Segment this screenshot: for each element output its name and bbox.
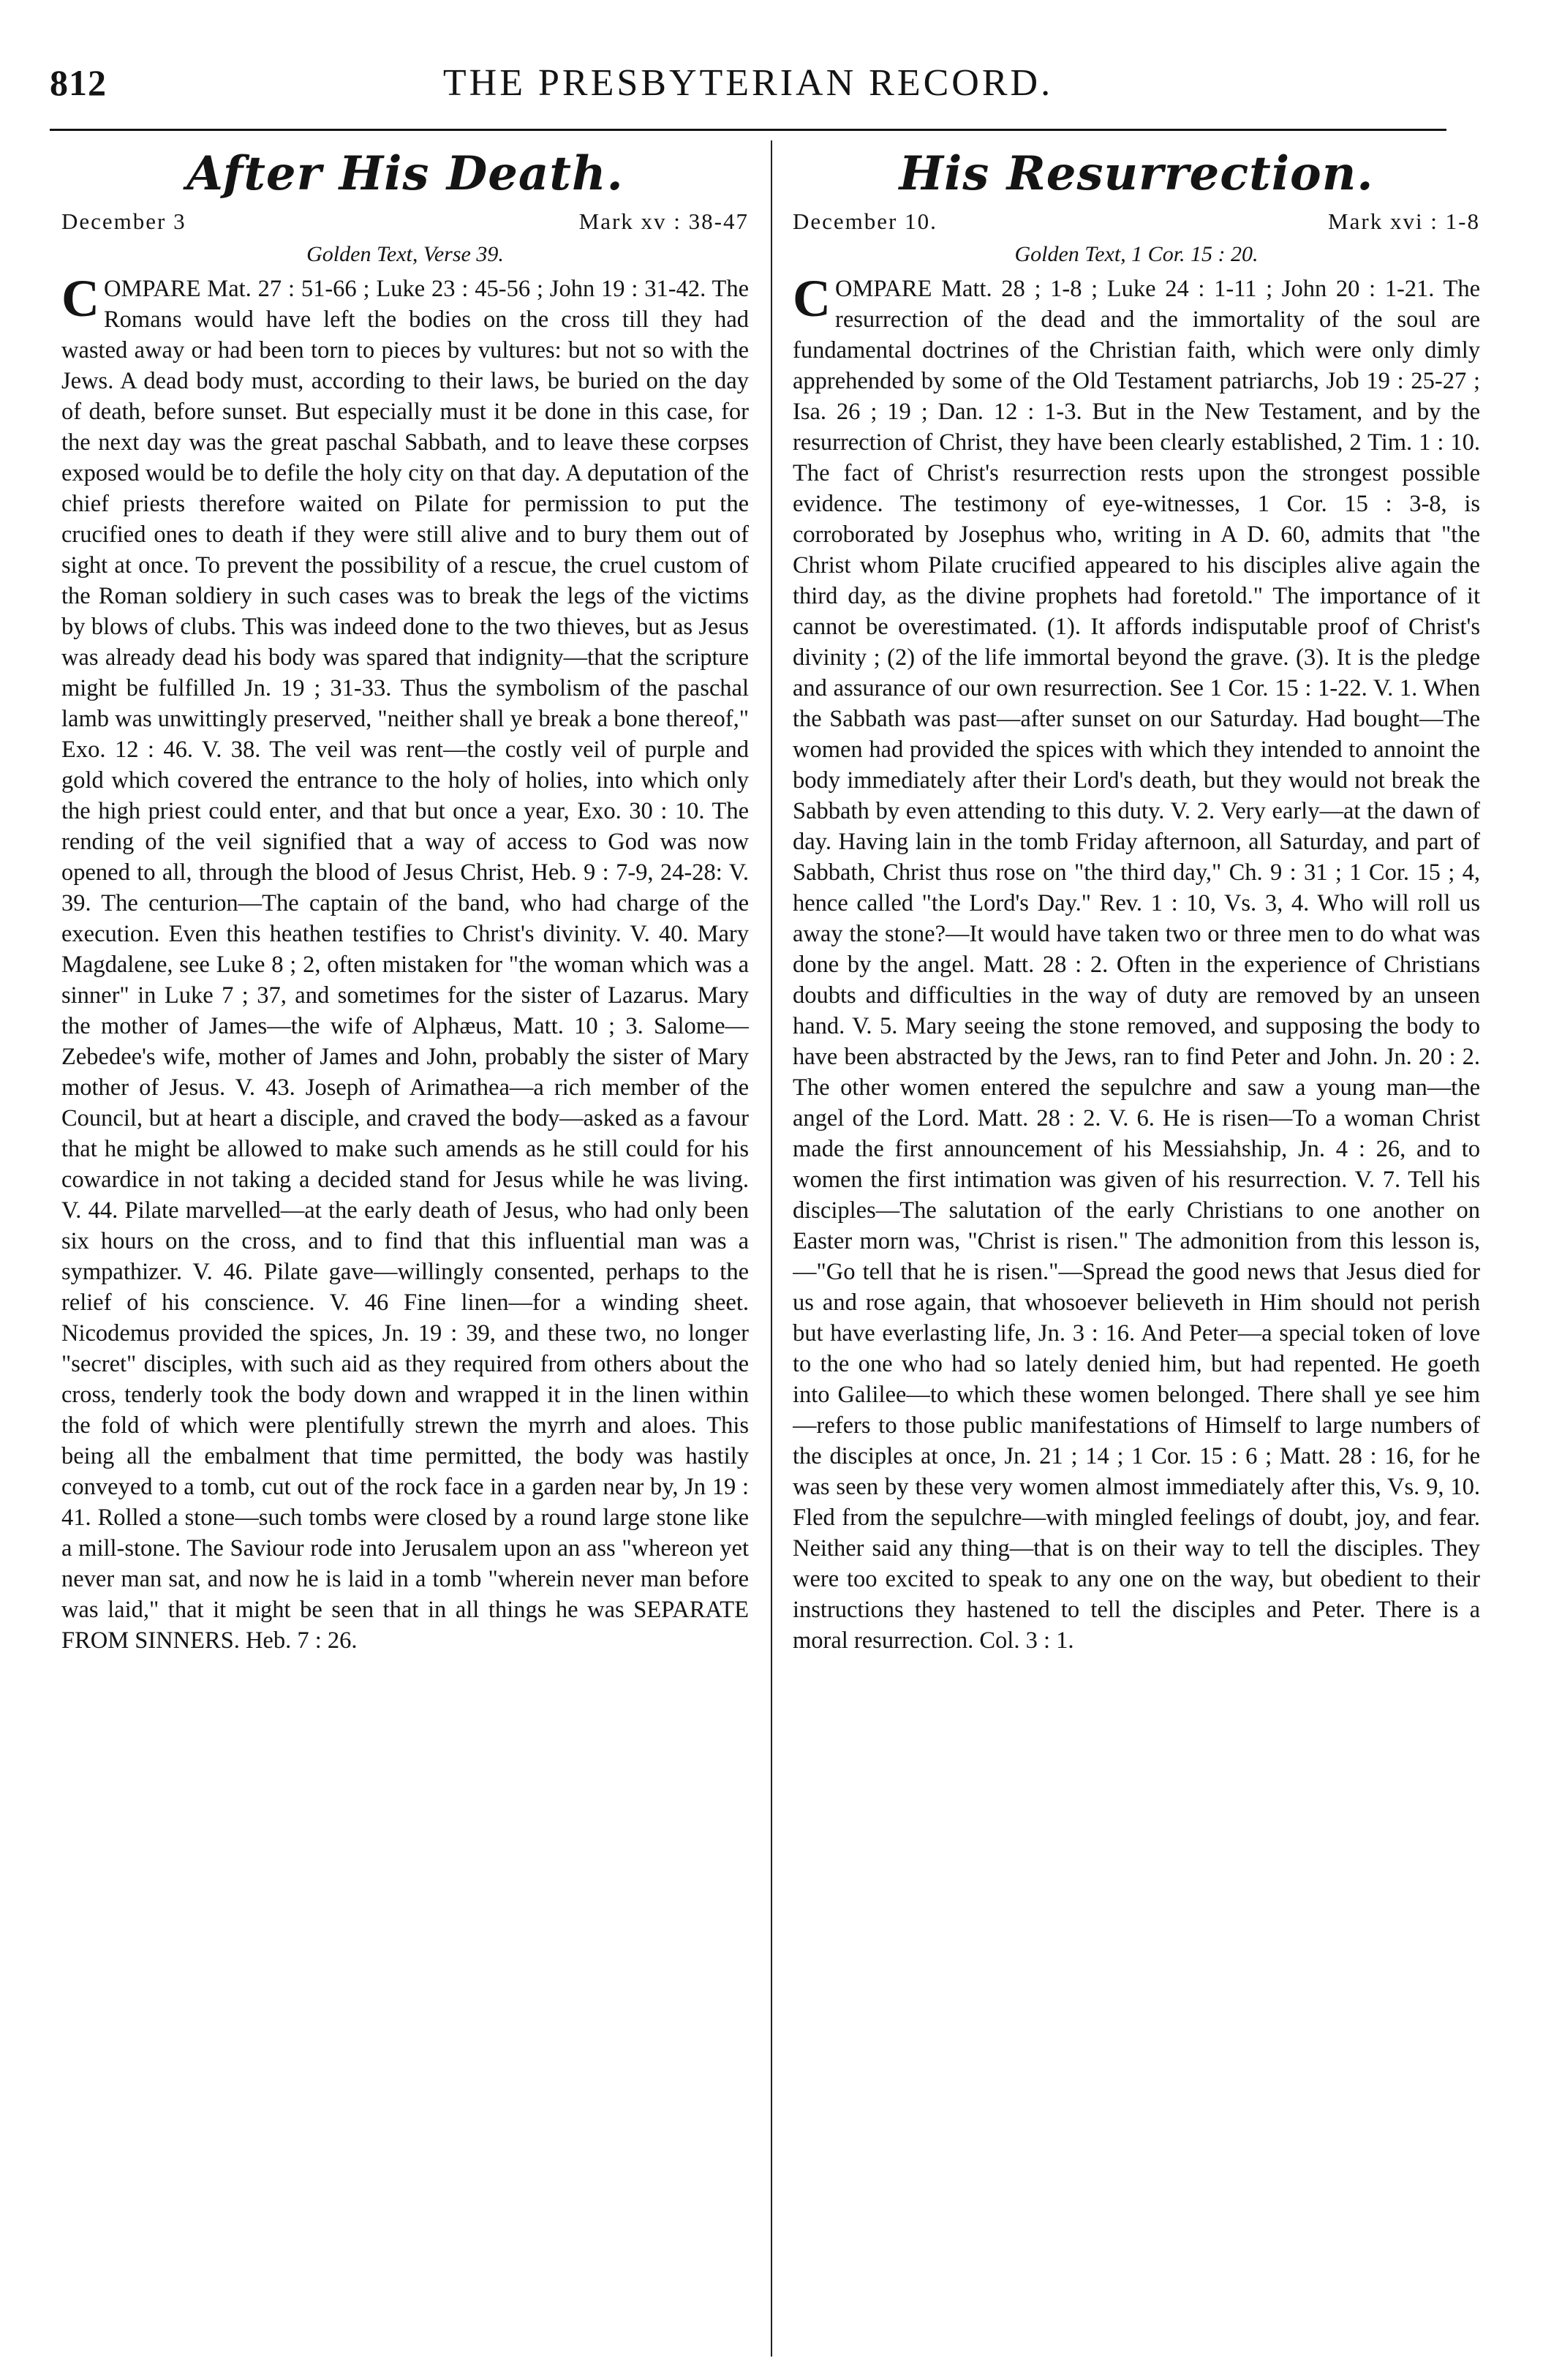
lesson-title: His Resurrection. [899, 146, 1374, 201]
lesson-reference-line [61, 205, 749, 238]
journal-title: THE PRESBYTERIAN RECORD. [442, 62, 1054, 104]
lesson-reference-line [793, 205, 1480, 238]
header-rule [50, 129, 1446, 131]
lesson-date: December 10. [793, 208, 937, 234]
page-number: 812 [50, 62, 107, 103]
lesson-title: After His Death. [186, 146, 624, 201]
scripture-reference: Mark xvi : 1-8 [1328, 208, 1480, 234]
scripture-reference: Mark xv : 38-47 [578, 208, 749, 234]
lesson-column-left [61, 143, 749, 2367]
lesson-body: COMPARE Matt. 28 ; 1-8 ; Luke 24 : 1-11 ; John 20 : 1-21. The resurrection of the dead and the immortality of the soul are fundamental doctrines of the Christian faith, which were only dimly apprehended by some of the Old Testament patriarchs, Job 19 : 25-27 ; Isa. 26 ; 19 ; Dan. 12 : 1-3. But in the New Testament, and by the resurrection of Christ, they have been clearly established, 2 Tim. 1 : 10. The fact of Christ's resurrection rests upon the strongest possible evidence. The testimony of eye-witnesses, 1 Cor. 15 : 3-8, is corroborated by Josephus who, writing in A D. 60, admits that "the Christ whom Pilate crucified appeared to his disciples alive again the third day, as the divine prophets had foretold." The importance of it cannot be overestimated. (1). It affords indisputable proof of Christ's divinity ; (2) of the life immortal beyond the grave. (3). It is the pledge and assurance of our own resurrection. See 1 Cor. 15 : 1-22. V. 1. When the Sabbath was past—after sunset on our Saturday. Had bought—The women had provided the spices with which they intended to annoint the body immediately after their Lord's death, but they would not break the Sabbath by even attending to this duty. V. 2. Very early—at the dawn of day. Having lain in the tomb Friday afternoon, all Saturday, and part of Sabbath, Christ thus rose on "the third day," Ch. 9 : 31 ; 1 Cor. 15 ; 4, hence called "the Lord's Day." Rev. 1 : 10, Vs. 3, 4. Who will roll us away the stone?—It would have taken two or three men to do what was done by the angel. Matt. 28 : 2. Often in the experience of Christians doubts and difficulties in the way of duty are removed by an unseen hand. V. 5. Mary seeing the stone removed, and supposing the body to have been abstracted by the Jews, ran to find Peter and John. Jn. 20 : 2. The other women entered the sepulchre and saw a young man—the angel of the Lord. Matt. 28 : 2. V. 6. He is risen—To a woman Christ made the first announcement of his Messiahship, Jn. 4 : 26, and to women the first intimation was given of his resurrection. V. 7. Tell his disciples—The salutation of the early Christians to one another on Easter morn was, "Christ is risen." The admonition from this lesson is,—"Go tell that he is risen."—Spread the good news that Jesus died for us and rose again, that whosoever believeth in Him should not perish but have everlasting life, Jn. 3 : 16. And Peter—a special token of love to the one who had so lately denied him, but had repented. He goeth into Galilee—to which these women belonged. There shall ye see him—refers to those public manifestations of Himself to large numbers of the disciples at once, Jn. 21 ; 14 ; 1 Cor. 15 : 6 ; Matt. 28 : 16, for he was seen by these very women almost immediately after this, Vs. 9, 10. Fled from the sepulchre—with mingled feelings of doubt, joy, and fear. Neither said any thing—that is on their way to tell the disciples. They were too excited to speak to any one on the way, but obedient to their instructions they hastened to tell the disciples and Peter. There is a moral resurrection. Col. 3 : 1. [793, 269, 1480, 1654]
lesson-body: COMPARE Mat. 27 : 51-66 ; Luke 23 : 45-56 ; John 19 : 31-42. The Romans would have left the bodies on the cross till they had wasted away or had been torn to pieces by vultures: but not so with the Jews. A dead body must, according to their laws, be buried on the day of death, before sunset. But especially must it be done in this case, for the next day was the great paschal Sabbath, and to leave these corpses exposed would be to defile the holy city on that day. A deputation of the chief priests therefore waited on Pilate for permission to put the crucified ones to death if they were still alive and to bury them out of sight at once. To prevent the possibility of a rescue, the cruel custom of the Roman soldiery in such cases was to break the legs of the victims by blows of clubs. This was indeed done to the two thieves, but as Jesus was already dead his body was spared that indignity—that the scripture might be fulfilled Jn. 19 ; 31-33. Thus the symbolism of the paschal lamb was unwittingly preserved, "neither shall ye break a bone thereof," Exo. 12 : 46. V. 38. The veil was rent—the costly veil of purple and gold which covered the entrance to the holy of holies, into which only the high priest could enter, and that but once a year, Exo. 30 : 10. The rending of the veil signified that a way of access to God was now opened to all, through the blood of Jesus Christ, Heb. 9 : 7-9, 24-28: V. 39. The centurion—The captain of the band, who had charge of the execution. Even this heathen testifies to Christ's divinity. V. 40. Mary Magdalene, see Luke 8 ; 2, often mistaken for "the woman which was a sinner" in Luke 7 ; 37, and sometimes for the sister of Lazarus. Mary the mother of James—the wife of Alphæus, Matt. 10 ; 3. Salome—Zebedee's wife, mother of James and John, probably the sister of Mary mother of Jesus. V. 43. Joseph of Arimathea—a rich member of the Council, but at heart a disciple, and craved the body—asked as a favour that he might be allowed to make such amends as he still could for his cowardice in not taking a decided stand for Jesus while he was living. V. 44. Pilate marvelled—at the early death of Jesus, who had only been six hours on the cross, and to find that this influential man was a sympathizer. V. 46. Pilate gave—willingly consented, perhaps to the relief of his conscience. V. 46 Fine linen—for a winding sheet. Nicodemus provided the spices, Jn. 19 : 39, and these two, no longer "secret" disciples, with such aid as they required from others about the cross, tenderly took the body down and wrapped it in the linen within the fold of which were plentifully strewn the myrrh and aloes. This being all the embalment that time permitted, the body was hastily conveyed to a tomb, cut out of the rock face in a garden near by, Jn 19 : 41. Rolled a stone—such tombs were closed by a round large stone like a mill-stone. The Saviour rode into Jerusalem upon an ass "whereon yet never man sat, and now he is laid in a tomb "wherein never man before was laid," that it might be seen that in all things he was SEPARATE FROM SINNERS. Heb. 7 : 26. [61, 269, 749, 1654]
lesson-date: December 3 [61, 208, 186, 234]
golden-text: Golden Text, 1 Cor. 15 : 20. [1014, 242, 1259, 266]
page-header [50, 61, 1446, 120]
lesson-column-right [793, 143, 1480, 2367]
column-divider [771, 140, 772, 2357]
golden-text: Golden Text, Verse 39. [306, 242, 504, 266]
